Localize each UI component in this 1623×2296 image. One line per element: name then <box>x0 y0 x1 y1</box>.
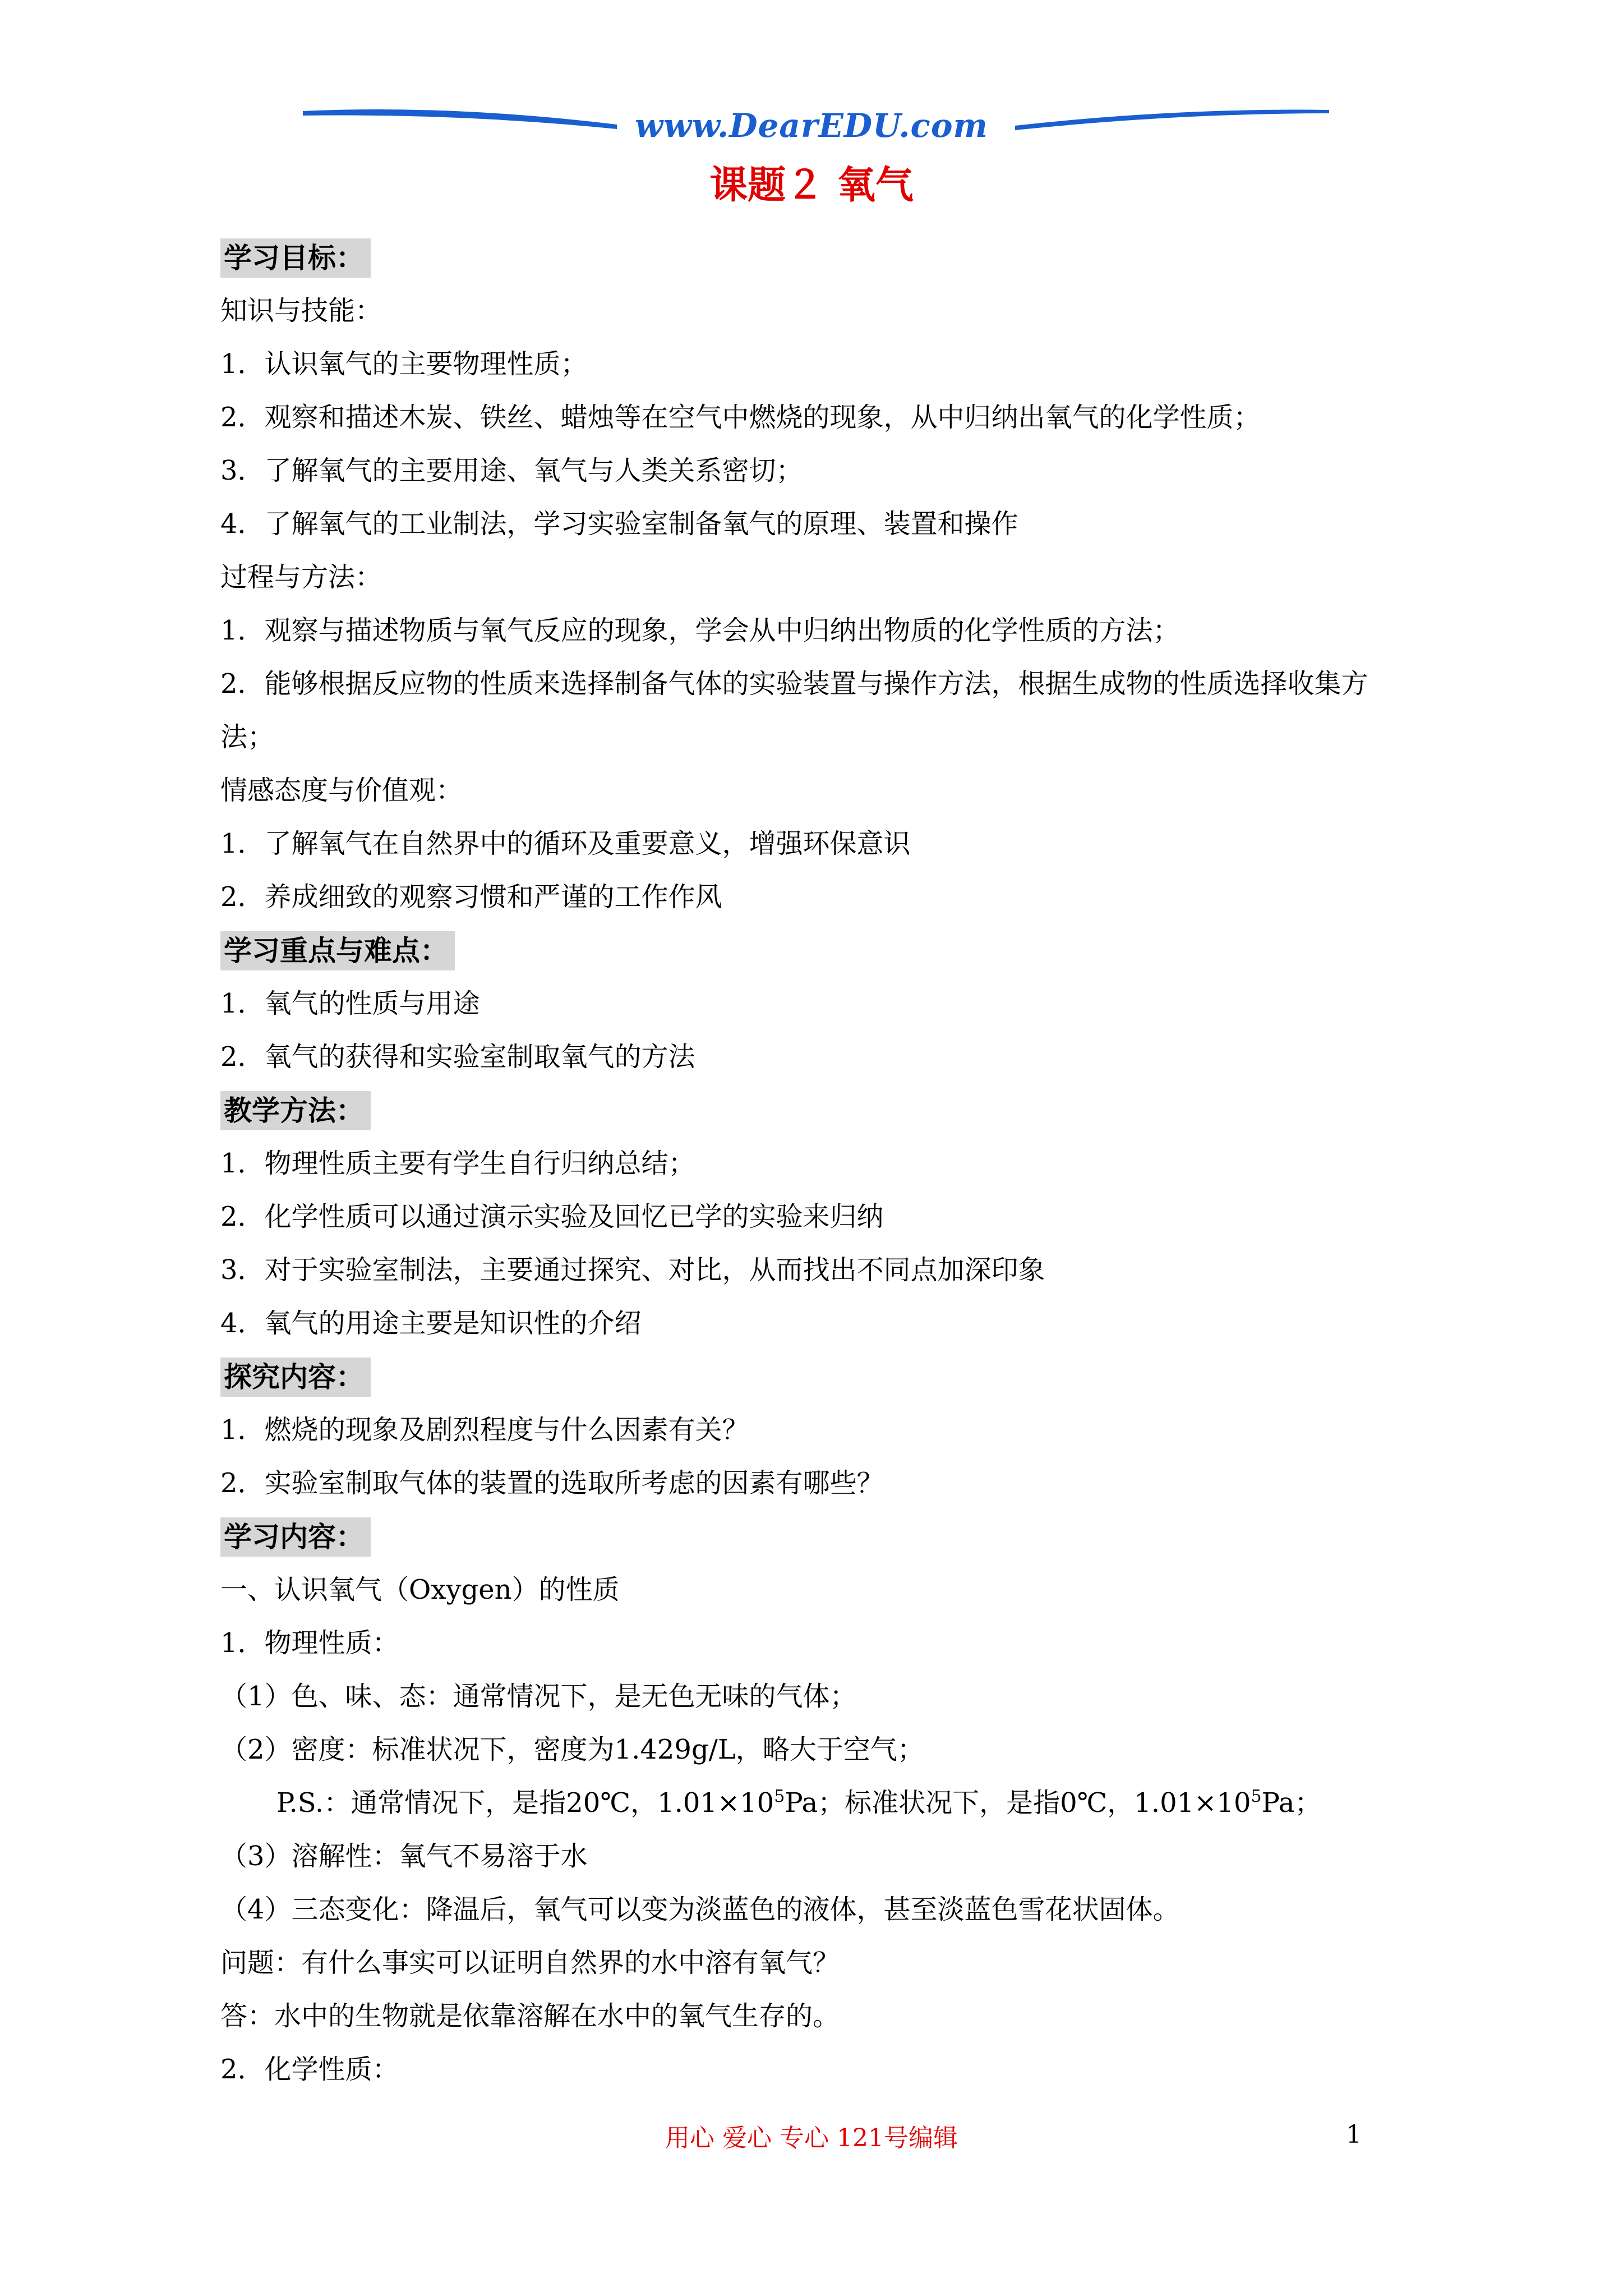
list-item: 2．实验室制取气体的装置的选取所考虑的因素有哪些？ <box>220 1467 884 1499</box>
subheading-process: 过程与方法： <box>220 562 382 593</box>
list-item: 1．氧气的性质与用途 <box>220 988 480 1019</box>
list-item: 1．认识氧气的主要物理性质； <box>220 348 588 380</box>
list-item: （4）三态变化：降温后，氧气可以变为淡蓝色的液体，甚至淡蓝色雪花状固体。 <box>220 1894 1180 1925</box>
footer-text: 用心 爱心 专心 121号编辑 <box>665 2124 958 2152</box>
list-item: （1）色、味、态：通常情况下，是无色无味的气体； <box>220 1681 857 1712</box>
section-heading-method: 教学方法： <box>220 1091 371 1130</box>
list-item: 2．观察和描述木炭、铁丝、蜡烛等在空气中燃烧的现象，从中归纳出氧气的化学性质； <box>220 402 1261 433</box>
subheading-knowledge: 知识与技能： <box>220 295 382 326</box>
subheading-emotion: 情感态度与价值观： <box>220 775 463 806</box>
list-item: 1．物理性质主要有学生自行归纳总结； <box>220 1148 695 1179</box>
list-item: 3．了解氧气的主要用途、氧气与人类关系密切； <box>220 455 803 486</box>
list-item: 4．了解氧气的工业制法，学习实验室制备氧气的原理、装置和操作 <box>220 508 1018 540</box>
list-item: 2．能够根据反应物的性质来选择制备气体的实验装置与操作方法，根据生成物的性质选择收集方法； <box>220 668 1368 753</box>
section-heading-key-points: 学习重点与难点： <box>220 931 455 970</box>
section-heading-explore: 探究内容： <box>220 1358 371 1397</box>
page-title: 课题２ 氧气 <box>709 163 914 208</box>
list-item: （3）溶解性：氧气不易溶于水 <box>220 1841 588 1872</box>
list-item: 1．燃烧的现象及剧烈程度与什么因素有关？ <box>220 1414 749 1446</box>
page-number: 1 <box>1346 2120 1362 2149</box>
answer: 答：水中的生物就是依靠溶解在水中的氧气生存的。 <box>220 2000 840 2032</box>
list-item: 3．对于实验室制法，主要通过探究、对比，从而找出不同点加深印象 <box>220 1254 1045 1286</box>
site-logo: www.DearEDU.com <box>635 107 988 145</box>
ps-note: P.S.：通常情况下，是指20℃，$1.01\times 10^5Pa$；标准状况下，是指0℃，$1.01\times 10^5Pa$； <box>276 1787 1322 1819</box>
list-item: 2．化学性质可以通过演示实验及回忆已学的实验来归纳 <box>220 1201 884 1232</box>
content-subheading-chemical: 2．化学性质： <box>220 2054 399 2085</box>
list-item: 2．养成细致的观察习惯和严谨的工作作风 <box>220 881 722 913</box>
list-item: 1．了解氧气在自然界中的循环及重要意义，增强环保意识 <box>220 828 911 859</box>
section-heading-goals: 学习目标： <box>220 238 371 278</box>
content-subheading-physical: 1．物理性质： <box>220 1627 399 1659</box>
list-item: （2）密度：标准状况下，密度为1.429g/L，略大于空气； <box>220 1734 924 1765</box>
question: 问题：有什么事实可以证明自然界的水中溶有氧气？ <box>220 1947 840 1978</box>
list-item: 1．观察与描述物质与氧气反应的现象，学会从中归纳出物质的化学性质的方法； <box>220 615 1180 646</box>
list-item: 4．氧气的用途主要是知识性的介绍 <box>220 1308 642 1339</box>
document-body <box>220 231 1421 2096</box>
section-heading-content: 学习内容： <box>220 1517 371 1557</box>
content-section-title: 一、认识氧气（Oxygen）的性质 <box>220 1574 620 1605</box>
list-item: 2．氧气的获得和实验室制取氧气的方法 <box>220 1041 695 1073</box>
